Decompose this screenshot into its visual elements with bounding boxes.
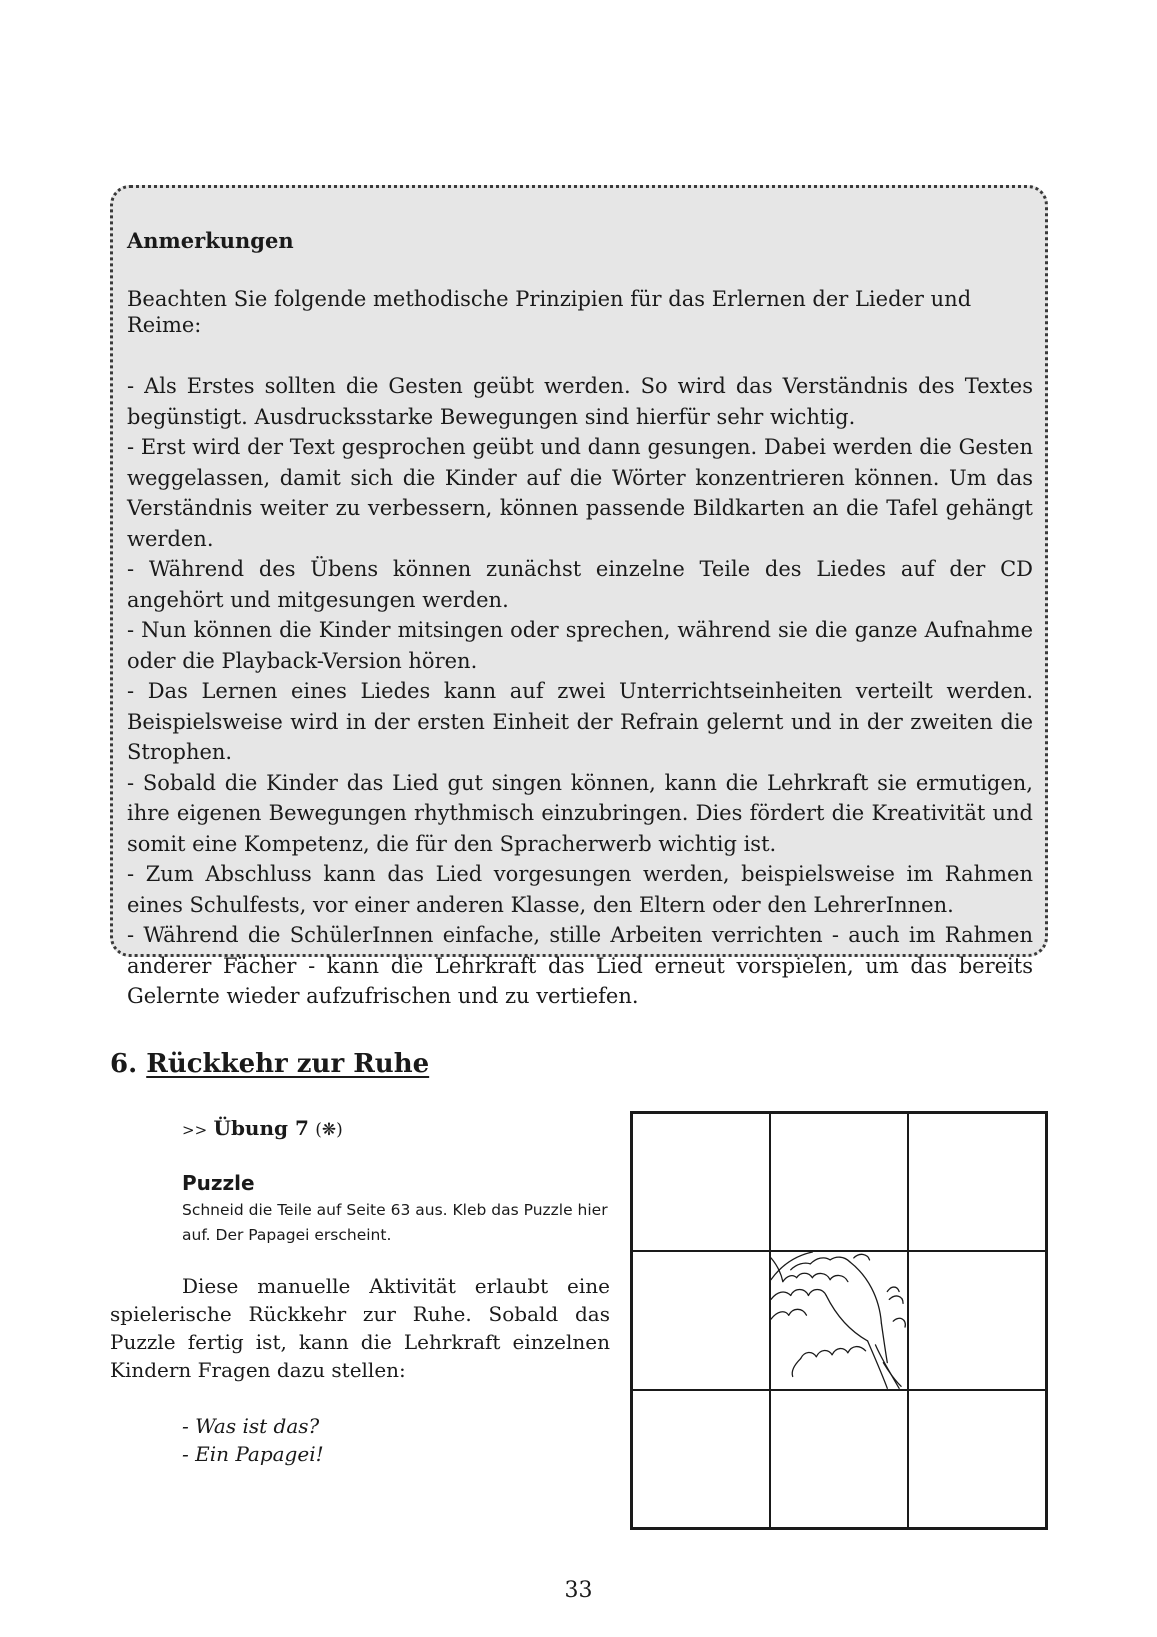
asterisk-icon: ❋ <box>321 1120 337 1140</box>
puzzle-grid <box>630 1111 1048 1530</box>
puzzle-cell-empty <box>770 1113 908 1251</box>
notes-title: Anmerkungen <box>127 228 294 253</box>
notes-item: - Nun können die Kinder mitsingen oder sprechen, während sie die ganze Aufnahme oder die Playback-Version hören. <box>127 618 1033 673</box>
exercise-reference <box>182 1115 343 1143</box>
notes-item: - Das Lernen eines Liedes kann auf zwei Unterrichtseinheiten verteilt werden. Beispielsweise wird in der ersten Einheit der Refrain gelernt und in der zweiten die Strophen. <box>127 679 1033 764</box>
exercise-arrows: >> <box>182 1121 208 1139</box>
puzzle-cell-empty <box>632 1390 770 1528</box>
notes-intro: Beachten Sie folgende methodische Prinzipien für das Erlernen der Lieder und Reime: <box>127 287 972 337</box>
puzzle-cell-empty <box>770 1390 908 1528</box>
puzzle-instruction: Schneid die Teile auf Seite 63 aus. Kleb das Puzzle hier auf. Der Papagei erscheint. <box>182 1201 608 1244</box>
notes-box <box>110 185 1048 1008</box>
puzzle-cell-empty <box>908 1251 1046 1389</box>
puzzle-cell-empty <box>632 1251 770 1389</box>
notes-item: - Als Erstes sollten die Gesten geübt werden. So wird das Verständnis des Textes begünstigt. Ausdrucksstarke Bewegungen sind hierfür sehr wichtig. <box>127 374 1033 429</box>
body-paragraph: Diese manuelle Aktivität erlaubt eine spielerische Rückkehr zur Ruhe. Sobald das Puzzle fertig ist, kann die Lehrkraft einzelnen Kindern Fragen dazu stellen: <box>110 1274 610 1382</box>
notes-item: - Zum Abschluss kann das Lied vorgesungen werden, beispielsweise im Rahmen eines Schulfests, vor einer anderen Klasse, den Eltern oder den LehrerInnen. <box>127 862 1033 917</box>
notes-item: - Während des Übens können zunächst einzelne Teile des Liedes auf der CD angehört und mitgesungen werden. <box>127 557 1033 612</box>
puzzle-cell-empty <box>908 1390 1046 1528</box>
paren-open: ( <box>315 1120 322 1140</box>
notes-item: - Sobald die Kinder das Lied gut singen können, kann die Lehrkraft sie ermutigen, ihre eigenen Bewegungen rhythmisch einzubringen. Dies fördert die Kreativität und somit eine Kompetenz, die für den Spracherwerb wichtig ist. <box>127 770 1033 856</box>
notes-item: - Erst wird der Text gesprochen geübt und dann gesungen. Dabei werden die Gesten weggelassen, damit sich die Kinder auf die Wörter konzentrieren können. Um das Verständnis weiter zu verbessern, können passende Bildkarten an die Tafel gehängt werden. <box>127 435 1033 551</box>
dialog <box>182 1412 324 1468</box>
page-number: 33 <box>564 1578 593 1603</box>
paren-close: ) <box>336 1120 343 1140</box>
puzzle-cell-empty <box>908 1113 1046 1251</box>
exercise-name: Übung 7 <box>213 1116 309 1140</box>
puzzle-title: Puzzle <box>182 1171 255 1195</box>
section-number: 6. <box>110 1049 138 1079</box>
dialog-answer: - Ein Papagei! <box>182 1442 324 1466</box>
section-title: Rückkehr zur Ruhe <box>146 1049 430 1079</box>
section-heading <box>110 1048 429 1080</box>
parrot-icon <box>771 1252 907 1388</box>
puzzle-cell-empty <box>632 1113 770 1251</box>
notes-item: - Während die SchülerInnen einfache, stille Arbeiten verrichten - auch im Rahmen anderer Fächer - kann die Lehrkraft das Lied erneut vorspielen, um das bereits Gelernte wieder aufzufrischen und zu vertiefen. <box>127 923 1033 1008</box>
dialog-question: - Was ist das? <box>182 1414 320 1438</box>
puzzle-cell-parrot <box>770 1251 908 1389</box>
